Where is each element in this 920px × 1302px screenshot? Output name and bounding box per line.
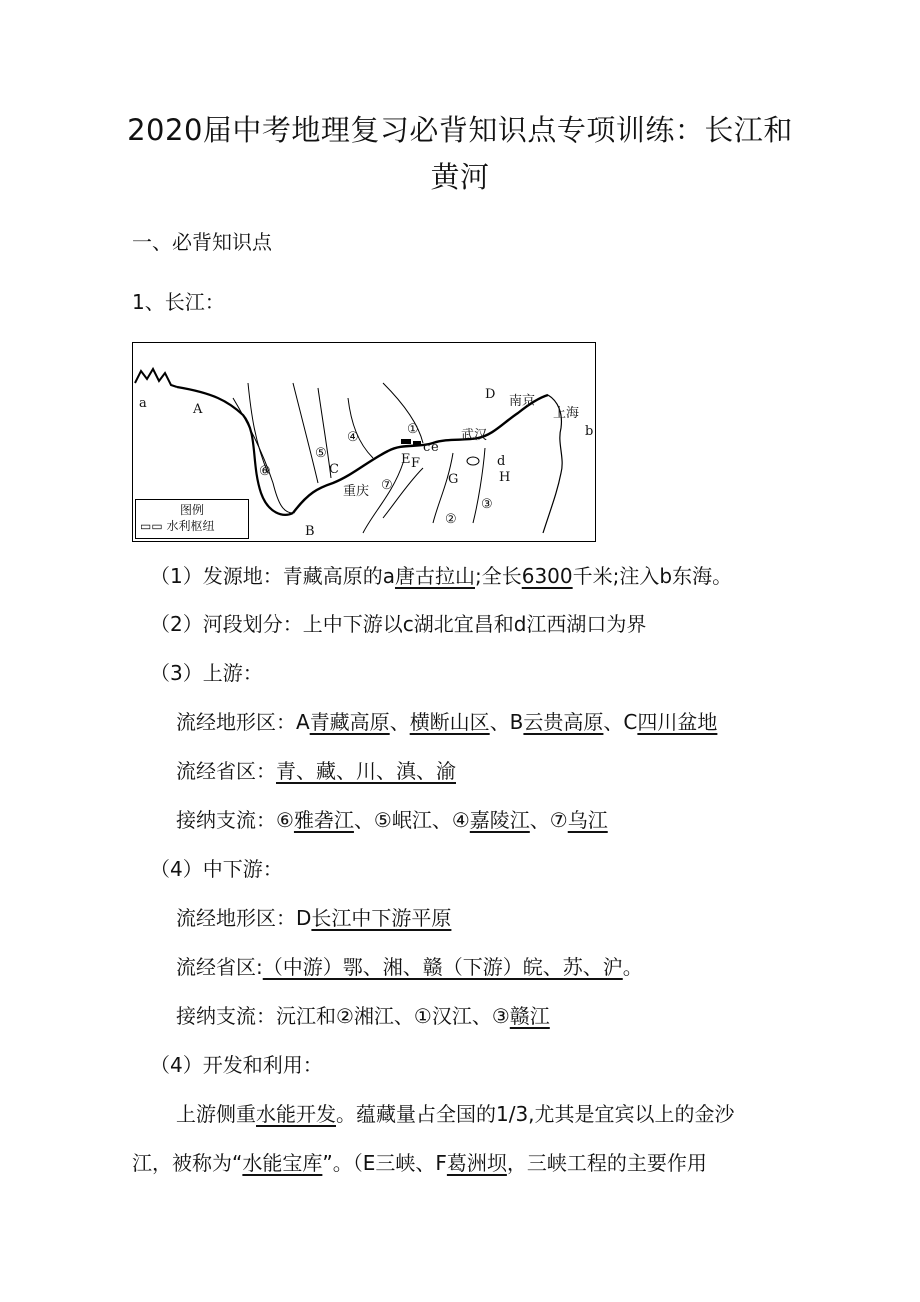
answer-underline: 乌江 [567, 808, 608, 832]
para-upper-terrain [176, 707, 717, 737]
text: 、⑤岷江、④ [353, 808, 470, 832]
dam-legend-icon: ▭▭ [140, 519, 163, 533]
para-source [150, 561, 732, 591]
answer-underline: 雅砻江 [293, 808, 354, 832]
section-heading: 一、必背知识点 [132, 230, 272, 254]
para-upper-tributaries [176, 805, 608, 835]
map-label-C: C [329, 462, 339, 477]
map-label-F: F [411, 456, 421, 471]
map-label-2: ② [445, 512, 457, 527]
answer-underline: 水能开发 [256, 1102, 336, 1126]
para-development-line2 [132, 1148, 707, 1178]
answer-underline: 赣江 [509, 1004, 550, 1028]
map-label-b: b [585, 424, 594, 439]
map-label-1: ① [407, 422, 419, 437]
answer-underline: 6300 [521, 564, 573, 588]
para-midlower-heading: （4）中下游： [150, 857, 283, 881]
map-legend [135, 499, 249, 539]
dam-marker [401, 439, 411, 444]
answer-underline: 唐古拉山 [394, 564, 475, 588]
map-label-e: e [431, 440, 439, 455]
legend-item-label: 水利枢纽 [166, 519, 215, 533]
answer-underline: 嘉陵江 [469, 808, 530, 832]
map-label-nanjing: 南京 [509, 394, 536, 409]
text: 、C [603, 710, 638, 734]
map-label-B: B [305, 524, 315, 539]
text: ，三峡工程的主要作用 [506, 1151, 707, 1175]
map-label-4: ④ [347, 430, 359, 445]
map-label-chongqing: 重庆 [343, 484, 370, 499]
text: 。蕴藏量占全国的1/3,尤其是宜宾以上的金沙 [336, 1102, 735, 1126]
text: 千米;注入b东海。 [572, 564, 733, 588]
text: 流经地形区：A [176, 710, 310, 734]
answer-underline: 四川盆地 [637, 710, 718, 734]
text: 流经省区： [176, 759, 276, 783]
para-development-line1 [176, 1099, 735, 1129]
legend-row [140, 518, 244, 534]
map-label-G: G [448, 472, 459, 487]
answer-underline: 葛洲坝 [446, 1151, 507, 1175]
answer-underline: （中游）鄂、湘、赣（下游）皖、苏、沪 [262, 955, 623, 979]
text: 江，被称为“ [132, 1151, 243, 1175]
text: ”。（E三峡、F [322, 1151, 447, 1175]
map-label-A: A [193, 402, 203, 417]
para-midlower-terrain [176, 903, 451, 933]
map-label-H: H [499, 470, 511, 485]
para-midlower-tributaries [176, 1001, 550, 1031]
map-label-c: c [423, 440, 431, 455]
yangtze-map [132, 342, 596, 542]
answer-underline: 青、藏、川、滇、渝 [276, 759, 456, 783]
map-label-6: ⑥ [259, 464, 271, 479]
map-label-E: E [401, 452, 411, 467]
item-heading-changjiang: 1、长江： [132, 290, 225, 314]
map-label-7: ⑦ [381, 478, 393, 493]
text: 。 [622, 955, 643, 979]
map-label-wuhan: 武汉 [461, 428, 488, 443]
map-label-shanghai: 上海 [553, 406, 580, 421]
para-upper-heading: （3）上游： [150, 661, 263, 685]
text: ;全长 [474, 564, 522, 588]
text: 、B [489, 710, 524, 734]
text: 接纳支流：⑥ [176, 808, 294, 832]
para-development-heading: （4）开发和利用： [150, 1053, 323, 1077]
answer-underline: 横断山区 [409, 710, 490, 734]
map-label-3: ③ [481, 497, 493, 512]
map-label-5: ⑤ [315, 446, 327, 461]
answer-underline: 云贵高原 [523, 710, 604, 734]
text: 流经省区: [176, 955, 263, 979]
text: 、⑦ [529, 808, 568, 832]
answer-underline: 长江中下游平原 [311, 906, 452, 930]
map-label-a: a [139, 396, 147, 411]
text: （1）发源地：青藏高原的a [150, 564, 395, 588]
para-division: （2）河段划分：上中下游以c湖北宜昌和d江西湖口为界 [150, 612, 647, 636]
map-label-D: D [485, 387, 496, 402]
page-title-line2: 黄河 [430, 160, 490, 194]
answer-underline: 水能宝库 [242, 1151, 323, 1175]
page-title-line1: 2020届中考地理复习必背知识点专项训练：长江和 [127, 113, 793, 147]
map-label-d: d [497, 454, 506, 469]
legend-title: 图例 [179, 503, 204, 517]
text: 上游侧重 [176, 1102, 256, 1126]
text: 流经地形区：D [176, 906, 312, 930]
para-midlower-provinces [176, 952, 643, 982]
para-upper-provinces [176, 756, 456, 786]
text: 、 [389, 710, 410, 734]
answer-underline: 青藏高原 [309, 710, 390, 734]
dam-marker [413, 441, 421, 446]
text: 接纳支流：沅江和②湘江、①汉江、③ [176, 1004, 510, 1028]
